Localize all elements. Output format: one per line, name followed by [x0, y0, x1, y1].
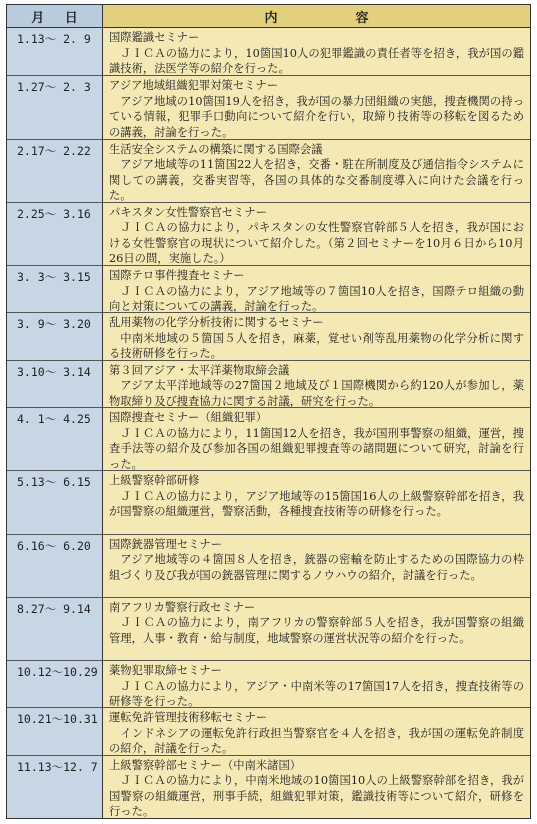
date-column-header [7, 5, 103, 27]
row-description: ＪＩＣＡの協力により，アジア地域等の７箇国10人を招き，国際テロ組織の動向と対策についての講義，討論を行った。 [109, 284, 524, 313]
table-row [7, 707, 530, 754]
row-date: 3. 3～ 3.15 [7, 265, 103, 312]
row-content [103, 312, 530, 359]
row-description: アジア地域等の11箇国22人を招き，交番・駐在所制度及び通信指令システムに関しての講義，交番実習等，各国の具体的な交番制度導入に向けた会議を行った。 [109, 158, 524, 202]
row-date: 10.12～10.29 [7, 660, 103, 707]
table-row [7, 597, 530, 660]
row-date: 11.13～12. 7 [7, 755, 103, 818]
row-title: 生活安全システムの構築に関する国際会議 [109, 142, 323, 156]
row-description: アジア地域等の４箇国８人を招き，銃器の密輸を防止するための国際協力の枠組づくり及び我が国の銃器管理に関するノウハウの紹介，討議を行った。 [109, 553, 524, 582]
table-row [7, 28, 530, 75]
header-content-1: 内 [264, 10, 278, 26]
row-date: 2.25～ 3.16 [7, 202, 103, 265]
row-description: ＪＩＣＡの協力により，アジア・中南米等の17箇国17人を招き，捜査技術等の研修等を行った。 [109, 679, 524, 708]
row-content [103, 265, 530, 312]
row-description: ＪＩＣＡの協力により，南アフリカの警察幹部５人を招き，我が国警察の組織管理，人事・教育・給与制度，地域警察の運営状況等の紹介を行った。 [109, 616, 524, 645]
row-description: ＪＩＣＡの協力により，中南米地域の10箇国10人の上級警察幹部を招き，我が国警察の組織運営，刑事手続，組織犯罪対策，鑑識技術等について紹介，研修を行った。 [109, 774, 524, 819]
table-row [7, 265, 530, 312]
header-content-2: 容 [355, 10, 369, 26]
row-title: 第３回アジア・太平洋薬物取締会議 [109, 363, 290, 377]
row-title: 南アフリカ警察行政セミナー [109, 600, 256, 614]
row-description: アジア太平洋地域等の27箇国２地域及び１国際機関から約120人が参加し，薬物取締り及び捜査協力に関する討議，研究を行った。 [109, 379, 524, 408]
row-content [103, 470, 530, 533]
row-content [103, 707, 530, 754]
row-date: 1.27～ 2. 3 [7, 75, 103, 138]
table-header [7, 5, 530, 28]
row-date: 5.13～ 6.15 [7, 470, 103, 533]
row-date: 8.27～ 9.14 [7, 597, 103, 660]
table-row [7, 360, 530, 407]
table-row [7, 660, 530, 707]
table-row [7, 139, 530, 202]
row-content [103, 360, 530, 407]
row-title: 国際銃器管理セミナー [109, 537, 222, 551]
row-content [103, 534, 530, 597]
row-content [103, 755, 530, 818]
row-description: 中南米地域の５箇国５人を招き，麻薬，覚せい剤等乱用薬物の化学分析に関する技術研修を行った。 [109, 331, 524, 360]
table-row [7, 534, 530, 597]
table-row [7, 470, 530, 533]
row-date: 3.10～ 3.14 [7, 360, 103, 407]
table-row [7, 202, 530, 265]
row-content [103, 597, 530, 660]
row-content [103, 407, 530, 470]
header-day: 日 [64, 10, 78, 26]
header-month: 月 [31, 10, 45, 26]
row-date: 1.13～ 2. 9 [7, 28, 103, 75]
row-date: 6.16～ 6.20 [7, 534, 103, 597]
row-title: 国際鑑識セミナー [109, 31, 200, 44]
row-description: ＪＩＣＡの協力により，パキスタンの女性警察官幹部５人を招き，我が国における女性警察官の現状について紹介した。（第２回セミナーを10月６日から10月26日の間，実施した。） [109, 221, 524, 266]
table-row [7, 407, 530, 470]
row-description: ＪＩＣＡの協力により，11箇国12人を招き，我が国刑事警察の組織，運営，捜査手法等の紹介及び参加各国の組織犯罪捜査等の諸問題について研究，討論を行った。 [109, 426, 524, 471]
table-body [7, 28, 530, 818]
row-description: アジア地域の10箇国19人を招き，我が国の暴力団組織の実態，捜査機関の持っている情報，犯罪手口動向について紹介を行い，取締り技術等の移転を図るための講義，討論を行った。 [109, 94, 524, 139]
row-date: 3. 9～ 3.20 [7, 312, 103, 359]
content-column-header [103, 5, 530, 27]
row-content [103, 202, 530, 265]
row-title: 上級警察幹部セミナー（中南米諸国） [109, 758, 302, 772]
row-title: 乱用薬物の化学分析技術に関するセミナー [109, 316, 324, 330]
row-title: アジア地域組織犯罪対策セミナー [109, 79, 279, 93]
row-title: 薬物犯罪取締セミナー [109, 664, 222, 678]
row-title: 運転免許管理技術移転セミナー [109, 711, 268, 725]
row-date: 4. 1～ 4.25 [7, 407, 103, 470]
row-description: ＪＩＣＡの協力により，アジア地域等の15箇国16人の上級警察幹部を招き，我が国警察の組織運営，警察活動，各種捜査技術等の研修を行った。 [109, 489, 524, 519]
row-description: ＪＩＣＡの協力により，10箇国10人の犯罪鑑識の責任者等を招き，我が国の鑑識技術，法医学等の紹介を行った。 [109, 46, 524, 75]
row-title: 上級警察幹部研修 [109, 474, 200, 488]
row-date: 10.21～10.31 [7, 707, 103, 754]
row-date: 2.17～ 2.22 [7, 139, 103, 202]
row-content [103, 75, 530, 138]
row-title: パキスタン女性警察官セミナー [109, 205, 267, 219]
row-title: 国際テロ事件捜査セミナー [109, 269, 245, 283]
row-description: インドネシアの運転免許行政担当警察官を４人を招き，我が国の運転免許制度の紹介，討議を行った。 [109, 726, 524, 755]
seminar-table [6, 4, 531, 819]
table-row [7, 312, 530, 359]
table-row [7, 755, 530, 818]
row-content [103, 28, 530, 75]
row-content [103, 139, 530, 202]
table-row [7, 75, 530, 138]
row-content [103, 660, 530, 707]
row-title: 国際捜査セミナー（組織犯罪） [109, 411, 268, 425]
